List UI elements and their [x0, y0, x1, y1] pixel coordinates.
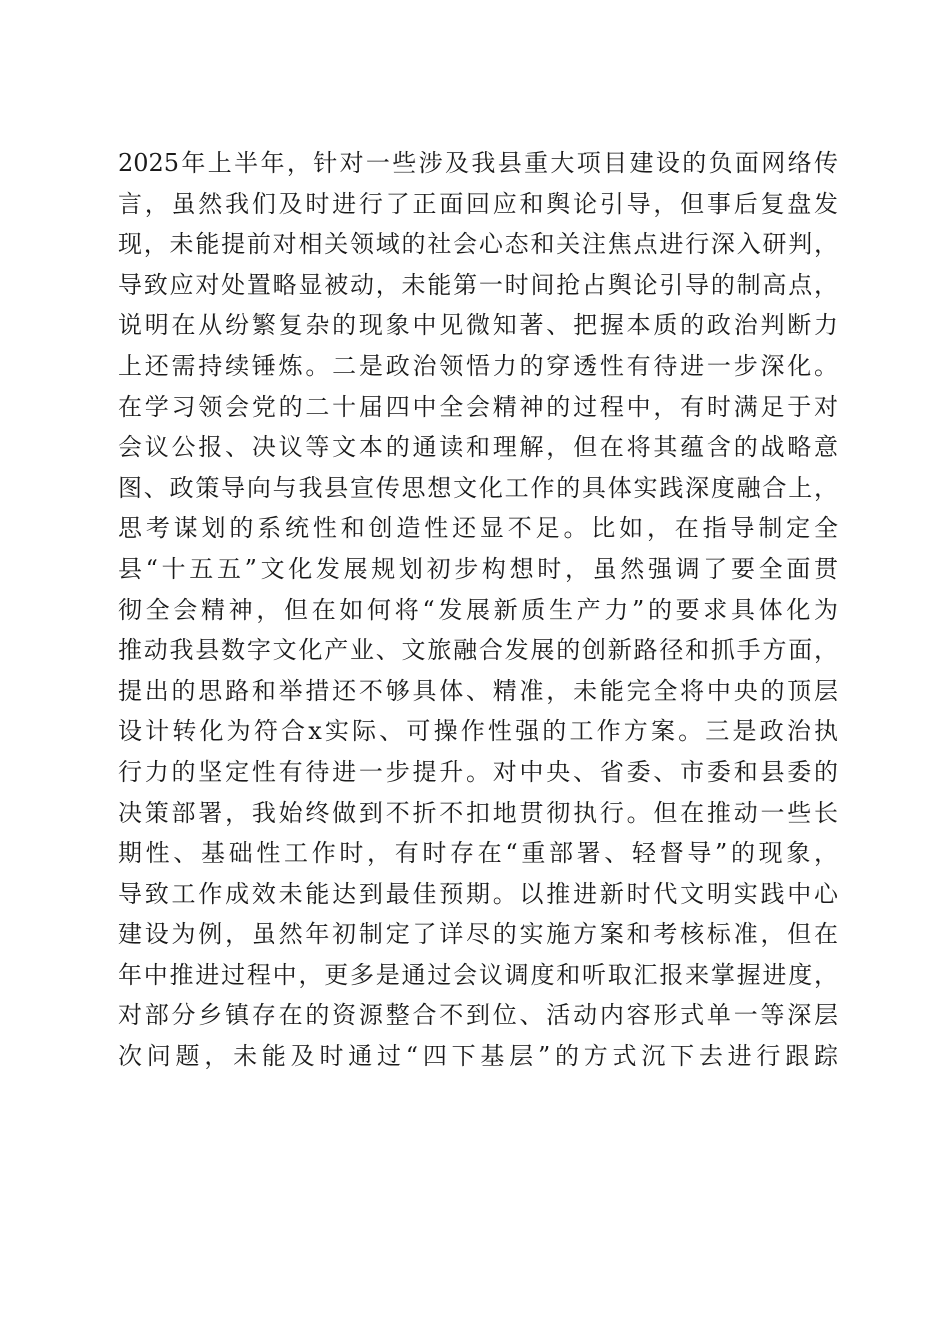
text-line: 提出的思路和举措还不够具体、精准，未能完全将中央的顶层: [118, 676, 838, 705]
text-line: 行力的坚定性有待进一步提升。对中央、省委、市委和县委的: [118, 757, 838, 786]
text-line: 会议公报、决议等文本的通读和理解，但在将其蕴含的战略意: [118, 433, 838, 462]
text-line: 对部分乡镇存在的资源整合不到位、活动内容形式单一等深层: [118, 1001, 838, 1030]
text-line: 导致工作成效未能达到最佳预期。以推进新时代文明实践中心: [118, 879, 838, 908]
text-line: 推动我县数字文化产业、文旅融合发展的创新路径和抓手方面，: [118, 636, 838, 665]
text-line: 建设为例，虽然年初制定了详尽的实施方案和考核标准，但在: [118, 920, 838, 949]
text-line: 彻全会精神，但在如何将“发展新质生产力”的要求具体化为: [118, 595, 838, 624]
text-line: 上还需持续锤炼。二是政治领悟力的穿透性有待进一步深化。: [118, 351, 838, 380]
text-line: 言，虽然我们及时进行了正面回应和舆论引导，但事后复盘发: [118, 189, 838, 218]
text-line: 期性、基础性工作时，有时存在“重部署、轻督导”的现象，: [118, 839, 838, 868]
text-line: 次问题，未能及时通过“四下基层”的方式沉下去进行跟踪: [118, 1042, 838, 1071]
text-line: 年中推进过程中，更多是通过会议调度和听取汇报来掌握进度，: [118, 960, 838, 989]
text-line: 2025年上半年，针对一些涉及我县重大项目建设的负面网络传: [118, 149, 838, 177]
text-line: 说明在从纷繁复杂的现象中见微知著、把握本质的政治判断力: [118, 311, 838, 340]
text-line: 导致应对处置略显被动，未能第一时间抢占舆论引导的制高点，: [118, 270, 838, 299]
text-line: 设计转化为符合x实际、可操作性强的工作方案。三是政治执: [118, 717, 838, 746]
text-line: 图、政策导向与我县宣传思想文化工作的具体实践深度融合上，: [118, 473, 838, 502]
body-paragraph: [118, 143, 838, 1077]
text-line: 决策部署，我始终做到不折不扣地贯彻执行。但在推动一些长: [118, 798, 838, 827]
text-line: 思考谋划的系统性和创造性还显不足。比如，在指导制定全: [118, 514, 838, 543]
text-line: 现，未能提前对相关领域的社会心态和关注焦点进行深入研判，: [118, 230, 838, 259]
text-line: 在学习领会党的二十届四中全会精神的过程中，有时满足于对: [118, 392, 838, 421]
text-line: 县“十五五”文化发展规划初步构想时，虽然强调了要全面贯: [118, 554, 838, 583]
